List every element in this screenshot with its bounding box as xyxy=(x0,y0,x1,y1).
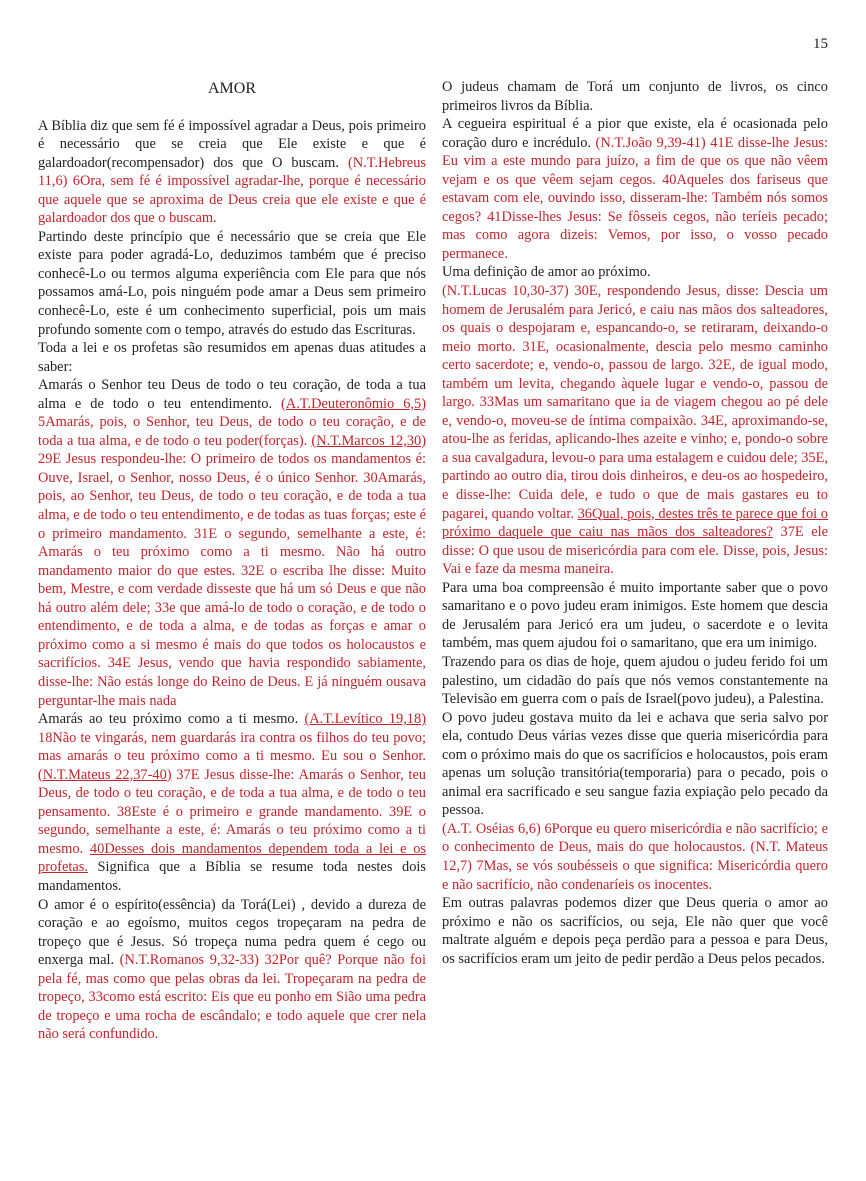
scripture-quote: (A.T. Oséias 6,6) 6Porque eu quero misericórdia e não sacrifício; e o conhecimento de Deus, mais do que holocaustos. (N.T. Mateus 12,7) 7Mas, se vós soubésseis o que significa: Misericórdia quero e não sacrifício, não condenaríeis os inocentes. xyxy=(442,820,828,893)
scripture-highlight: 40Desses dois mandamentos dependem toda a lei e os profetas. xyxy=(38,840,426,876)
text-run: Uma definição de amor ao próximo. xyxy=(442,264,651,281)
paragraph xyxy=(38,376,426,710)
text-run: Para uma boa compreensão é muito importante saber que o povo samaritano e o povo judeu eram inimigos. Este homem que descia de Jerusalém para Jericó era um judeu, o sacerdote e o levita também, mas quem ajudou foi o samaritano, que era um inimigo. xyxy=(442,579,828,652)
text-run: A Bíblia diz que sem fé é impossível agradar a Deus, pois primeiro é necessário que se creia que Ele existe e que é galardoador(recompensador) dos que O buscam. xyxy=(38,117,426,171)
paragraph xyxy=(38,339,426,376)
text-run: Partindo deste princípio que é necessário que se creia que Ele existe para poder agradá-Lo, deduzimos também que é preciso conhecê-Lo ou termos alguma experiência com Ele para que nós possamos amá-Lo, pois ninguém pode amar a Deus sem primeiro conhecê-Lo, este é um conhecimento superficial, pois um mais profundo somente com o tempo, através do estudo das Escrituras. xyxy=(38,228,426,338)
scripture-quote: (N.T.João 9,39-41) 41E disse-lhe Jesus: Eu vim a este mundo para juízo, a fim de que os que não vêem vejam e os que vêem sejam cegos. 40Aqueles dos fariseus que estavam com ele, ouvindo isso, disseram-lhe: Também nós somos cegos? 41Disse-lhes Jesus: Se fôsseis cegos, não teríeis pecado; mas como agora dizeis: Vemos, por isso, o vosso pecado permanece. xyxy=(442,134,828,262)
paragraph xyxy=(442,653,828,709)
text-run: Amarás ao teu próximo como a ti mesmo. xyxy=(38,711,305,728)
scripture-quote: 18Não te vingarás, nem guardarás ira contra os filhos do teu povo; mas amarás o teu próximo como a ti mesmo. Eu sou o Senhor. xyxy=(38,729,426,765)
text-run: Trazendo para os dias de hoje, quem ajudou o judeu ferido foi um palestino, um cidadão do país que nós vemos constantemente na Televisão em guerra com o país de Israel(povo judeu), a Palestina. xyxy=(442,653,828,708)
scripture-reference: (N.T.Mateus 22,37-40) xyxy=(38,766,172,783)
scripture-quote: 5Amarás, pois, o Senhor, teu Deus, de todo o teu coração, e de toda a tua alma, e de todo o teu poder(forças). xyxy=(38,414,426,449)
scripture-reference: (N.T.Marcos 12,30) xyxy=(311,432,427,449)
text-run: Toda a lei e os profetas são resumidos em apenas duas atitudes a saber: xyxy=(38,340,426,375)
text-run: O amor é o espírito(essência) da Torá(Lei) , devido a dureza de coração e ao egoísmo, muitos cegos tropeçaram na pedra de tropeço que é Jesus. Só tropeça numa pedra quem é cego ou enxerga mal. xyxy=(38,896,426,969)
scripture-reference: (A.T.Levítico 19,18) xyxy=(304,711,426,728)
paragraph xyxy=(442,579,828,653)
scripture-quote: 37E ele disse: O que usou de misericórdia para com ele. Disse, pois, Jesus: Vai e faze da mesma maneira. xyxy=(442,524,828,578)
paragraph xyxy=(442,820,828,894)
scripture-highlight: 36Qual, pois, destes três te parece que foi o próximo daquele que caiu nas mãos dos salteadores? xyxy=(442,505,828,541)
scripture-quote: (N.T.Lucas 10,30-37) 30E, respondendo Jesus, disse: Descia um homem de Jerusalém para Jericó, e caiu nas mãos dos salteadores, os quais o despojaram e, espancando-o, se retiraram, deixando-o meio morto. 31E, ocasionalmente, descia pelo mesmo caminho certo sacerdote; e, vendo-o, passou de largo. 32E, de igual modo, também um levita, chegando àquele lugar e vendo-o, passou de largo. 33Mas um samaritano que ia de viagem chegou ao pé dele e, vendo-o, moveu-se de íntima compaixão. 34E, aproximando-se, atou-lhe as feridas, aplicando-lhes azeite e vinho; e, pondo-o sobre a sua cavalgadura, levou-o para uma estalagem e cuidou dele; 35E, partindo ao outro dia, tirou dois dinheiros, e deu-os ao hospedeiro, e disse-lhe: Cuida dele, e tudo o que de mais gastares eu to pagarei, quando voltar. xyxy=(442,283,828,522)
paragraph xyxy=(38,228,426,339)
scripture-quote: (N.T.Romanos 9,32-33) 32Por quê? Porque não foi pela fé, mas como que pelas obras da lei. Tropeçaram na pedra de tropeço, 33como está escrito: Eis que eu ponho em Sião uma pedra de tropeço e uma rocha de escândalo; e todo aquele que crer nela não será confundido. xyxy=(38,952,426,1043)
right-column xyxy=(442,78,828,968)
text-run: Significa que a Bíblia se resume toda nestes dois mandamentos. xyxy=(38,859,426,894)
text-run: Em outras palavras podemos dizer que Deus queria o amor ao próximo e não os sacrifícios, ou seja, Ele não quer que você maltrate alguém e depois peça perdão para a pessoa e para Deus, os sacrifícios eram um jeito de pedir perdão a Deus pelos pecados. xyxy=(442,895,828,967)
left-paragraphs xyxy=(38,117,426,1044)
paragraph xyxy=(442,78,828,115)
text-run: A cegueira espiritual é a pior que existe, ela é ocasionada pelo coração duro e incrédulo. xyxy=(442,116,828,151)
paragraph xyxy=(38,710,426,895)
paragraph xyxy=(442,894,828,968)
paragraph xyxy=(442,263,828,282)
scripture-reference: (A.T.Deuteronômio 6,5) xyxy=(281,395,426,412)
paragraph xyxy=(442,282,828,579)
paragraph xyxy=(38,896,426,1044)
scripture-quote: 29E Jesus respondeu-lhe: O primeiro de todos os mandamentos é: Ouve, Israel, o Senhor, nosso Deus, é o único Senhor. 30Amarás, pois, ao Senhor, teu Deus, de todo o teu coração, e de toda a tua alma, e de todo o teu entendimento, e de todas as tuas forças; este é o primeiro mandamento. 31E o segundo, semelhante a este, é: Amarás o teu próximo como a ti mesmo. Não há outro mandamento maior do que estes. 32E o escriba lhe disse: Muito bem, Mestre, e com verdade disseste que há um só Deus e que não há outro além dele; 33e que amá-lo de todo o coração, e de todo o entendimento, e de toda a alma, e de todas as forças e amar o próximo como a si mesmo é mais do que todos os holocaustos e sacrifícios. 34E Jesus, vendo que havia respondido sabiamente, disse-lhe: Não estás longe do Reino de Deus. E já ninguém ousava perguntar-lhe mais nada xyxy=(38,451,426,709)
text-run: O judeus chamam de Torá um conjunto de livros, os cinco primeiros livros da Bíblia. xyxy=(442,79,828,114)
scripture-quote: (N.T.Hebreus 11,6) 6Ora, sem fé é impossível agradar-lhe, porque é necessário que aquele que se aproxima de Deus creia que ele existe e que é galardoador dos que o buscam. xyxy=(38,154,426,227)
scripture-quote: 37E Jesus disse-lhe: Amarás o Senhor, teu Deus, de todo o teu coração, e de toda a tua alma, e de todo o teu pensamento. 38Este é o primeiro e grande mandamento. 39E o segundo, semelhante a este, é: Amarás o teu próximo como a ti mesmo. xyxy=(38,766,426,857)
paragraph xyxy=(442,115,828,263)
page-title: AMOR xyxy=(207,80,256,97)
page-number: 15 xyxy=(813,36,828,52)
paragraph xyxy=(38,117,426,228)
paragraph xyxy=(442,709,828,820)
left-column xyxy=(38,78,426,1044)
text-run: Amarás o Senhor teu Deus de todo o teu coração, de toda a tua alma e de todo o teu entendimento. xyxy=(38,377,426,412)
text-run: O povo judeu gostava muito da lei e achava que seria salvo por ela, contudo Deus várias vezes disse que queria misericórdia para com o próximo mais do que os sacrifícios e holocaustos, pois eram apenas um solução transitória(temporaria) para o pecado, pois o animal era sacrificado e seu sangue fazia expiação pelo pecado da pessoa. xyxy=(442,709,828,819)
